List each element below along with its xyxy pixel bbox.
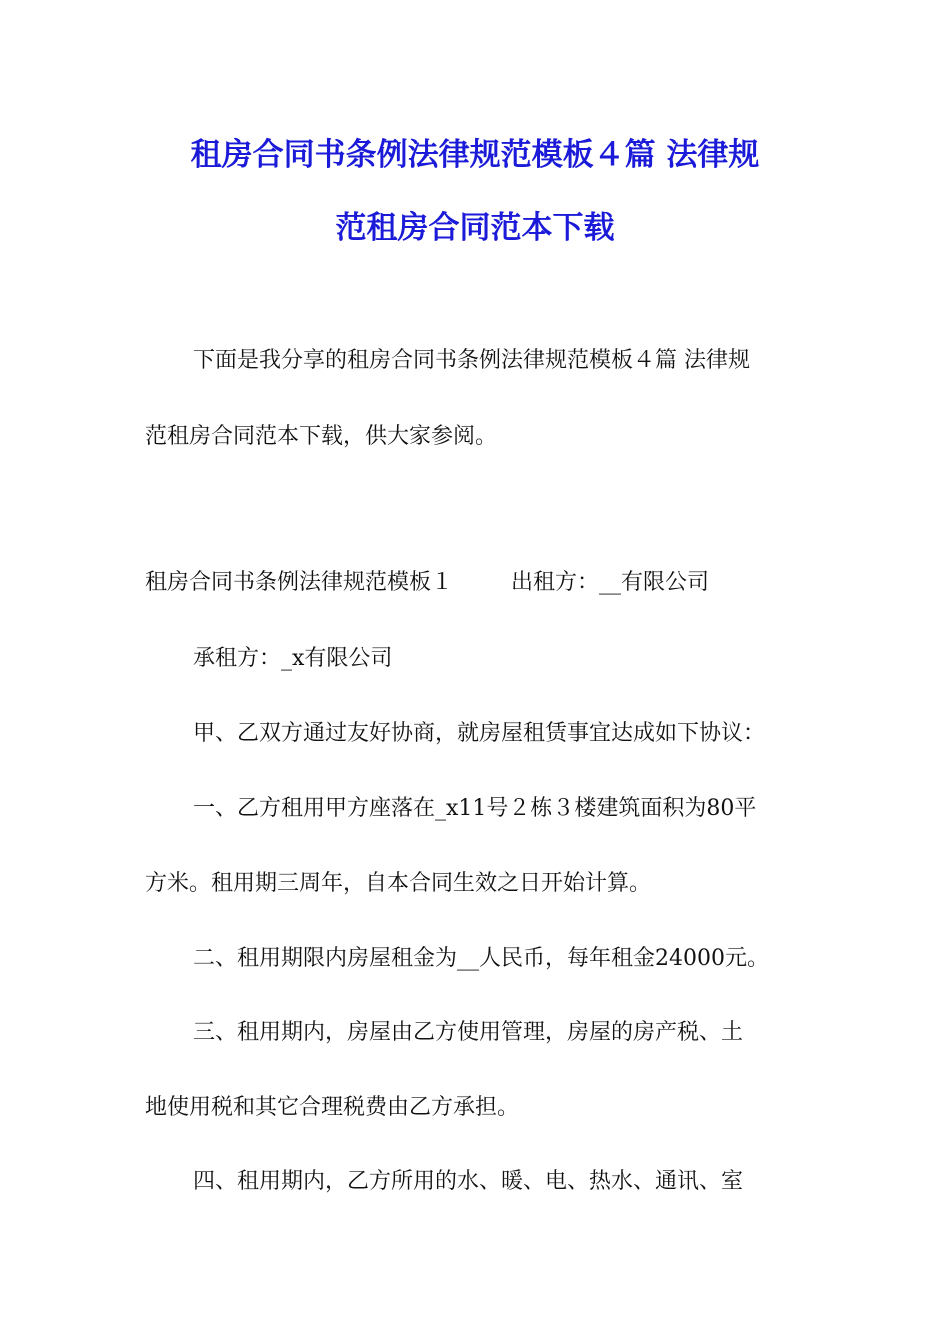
template-1-heading-row [145,568,709,598]
document-title-line-1: 租房合同书条例法律规范模板４篇 法律规 [190,137,760,173]
lessor-field: 出租方：__有限公司 [511,570,710,595]
clause-3-line-2: 地使用税和其它合理税费由乙方承担。 [145,1095,520,1120]
clause-3-line-1: 三、租用期内，房屋由乙方使用管理，房屋的房产税、土 [193,1020,744,1045]
template-1-heading: 租房合同书条例法律规范模板１ [145,570,454,595]
lessee-field: 承租方：_x有限公司 [193,646,393,671]
intro-line-2: 范租房合同范本下载，供大家参阅。 [145,424,498,449]
document-title-line-2: 范租房合同范本下载 [335,210,615,246]
clause-1-line-1: 一、乙方租用甲方座落在_x11号２栋３楼建筑面积为80平 [193,796,757,821]
clause-1-line-2: 方米。租用期三周年，自本合同生效之日开始计算。 [145,871,652,896]
intro-line-1: 下面是我分享的租房合同书条例法律规范模板４篇 法律规 [193,348,750,373]
clause-4-line-1: 四、租用期内，乙方所用的水、暖、电、热水、通讯、室 [193,1169,744,1194]
agreement-line: 甲、乙双方通过友好协商，就房屋租赁事宜达成如下协议： [193,721,766,746]
clause-2-line-1: 二、租用期限内房屋租金为__人民币，每年租金24000元。 [193,946,769,971]
